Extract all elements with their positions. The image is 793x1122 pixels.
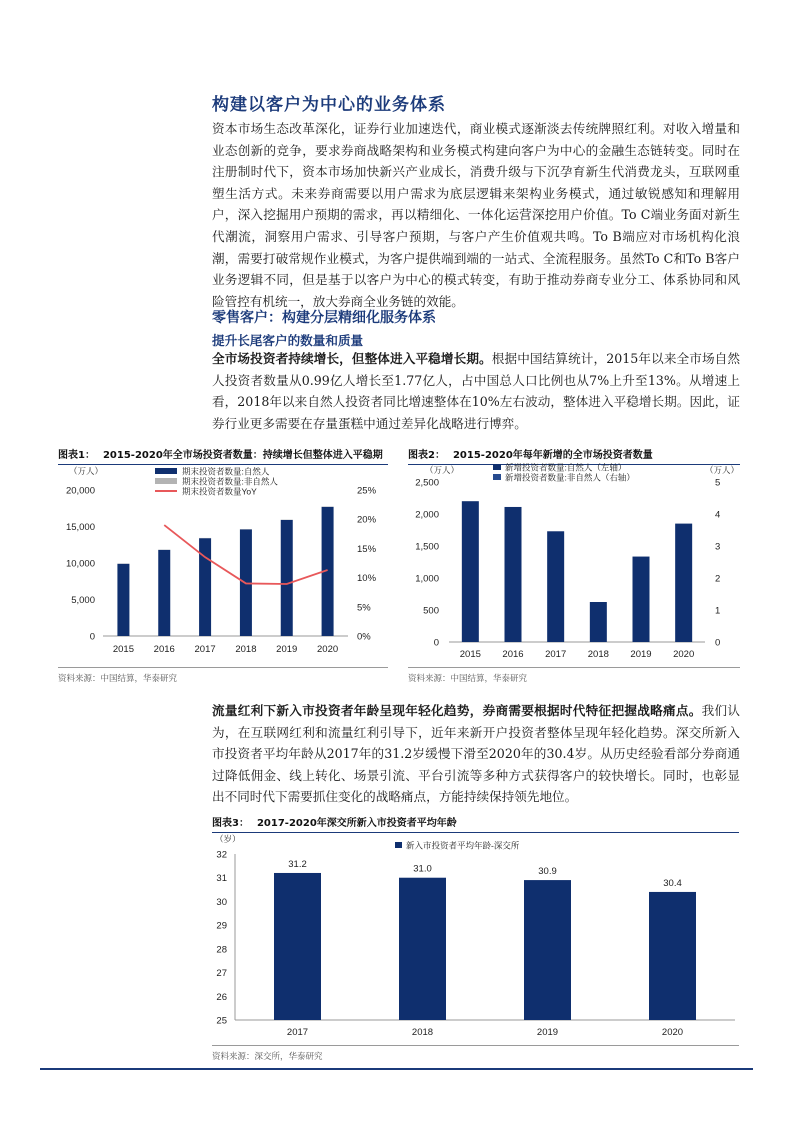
chart1-legend-label: 期末投资者数量:自然人	[182, 466, 270, 477]
chart2-bar-natural	[547, 531, 564, 642]
paragraph-age-body: 我们认为，在互联网红利和流量红利引导下，近年来新开户投资者整体呈现年轻化趋势。深交所新入市投资者平均年龄从2017年的31.2岁缓慢下滑至2020年的30.4岁。从历史经验看部分券商通过降低佣金、线上转化、场景引流、平台引流等多种方式获得客户的较快增长。同时，也彰显出不同时代下需要抓住变化的战略痛点，方能持续保持领先地位。	[212, 703, 741, 805]
chart3-y-unit: （岁）	[215, 834, 241, 844]
chart2-y-unit-left: （万人）	[425, 465, 460, 475]
chart1-xtick: 2015	[112, 644, 134, 655]
chart2-xtick: 2020	[673, 649, 695, 660]
chart2-ytick-right: 5	[715, 477, 721, 489]
chart3-bar-age	[274, 873, 321, 1020]
chart1-legend-swatch	[155, 478, 177, 484]
chart2-legend-label: 新增投资者数量:自然人（左轴）	[505, 462, 627, 473]
chart1-ytick-left: 0	[89, 631, 95, 643]
section-title: 构建以客户为中心的业务体系	[212, 95, 446, 115]
chart1-bar-natural	[158, 550, 170, 636]
chart1-ytick-right: 5%	[357, 602, 371, 614]
chart1-ytick-right: 0%	[357, 631, 371, 643]
chart2-bar-natural	[675, 524, 692, 642]
chart3-data-label: 30.9	[538, 866, 557, 878]
chart1-ytick-left: 15,000	[65, 522, 95, 533]
chart3-bar-age	[649, 892, 696, 1020]
chart2-ytick-right: 2	[715, 573, 721, 585]
figure3-caption: 2017-2020年深交所新入市投资者平均年龄	[256, 818, 457, 829]
chart2-ytick-left: 2,000	[415, 509, 439, 521]
chart2-bar-natural	[590, 602, 607, 642]
chart1-legend-label: 期末投资者数量:非自然人	[182, 476, 278, 487]
chart3-svg	[205, 830, 745, 1042]
chart1-xtick: 2019	[276, 644, 298, 655]
chart2-bar-natural	[633, 557, 650, 642]
chart3-ytick: 31	[216, 873, 227, 885]
chart1-ytick-left: 5,000	[71, 595, 95, 606]
chart1-ytick-left: 20,000	[65, 485, 95, 497]
chart1-ytick-right: 20%	[357, 514, 377, 526]
chart2-legend-swatch	[493, 464, 501, 470]
chart3-data-label: 30.4	[663, 877, 682, 889]
chart1-legend-swatch	[155, 468, 177, 474]
chart2-bar-natural	[462, 501, 479, 642]
chart2-xtick: 2015	[459, 649, 481, 660]
chart2-ytick-left: 1,000	[415, 573, 439, 585]
paragraph-intro: 资本市场生态改革深化，证券行业加速迭代，商业模式逐渐淡去传统牌照红利。对收入增量和业态创新的竞争，要求券商战略架构和业务模式构建向客户为中心的金融生态链转变。同时在注册制时代下，资本市场加快新兴产业成长，消费升级与下沉孕育新生代消费龙头，互联网重塑生活方式。未来券商需要以用户需求为底层逻辑来架构业务模式，通过敏锐感知和理解用户，深入挖掘用户预期的需求，再以精细化、一体化运营深挖用户价值。To C端业务面对新生代潮流，洞察用户需求、引导客户预期，与客户产生价值观共鸣。To B端应对市场机构化浪潮，需要打破常规作业模式，为客户提供端到端的一站式、全流程服务。虽然To C和To B客户业务逻辑不同，但是基于以客户为中心的模式转变，有助于推动券商专业分工、体系协同和风险管控有机统一，放大券商全业务链的效能。	[212, 121, 740, 309]
figure2-source: 资料来源：中国结算，华泰研究	[408, 667, 740, 684]
chart1-legend-label: 期末投资者数量YoY	[182, 486, 257, 497]
paragraph-age	[212, 700, 740, 808]
figure1-caption: 2015-2020年全市场投资者数量：持续增长但整体进入平稳期	[102, 450, 383, 461]
figure3-source: 资料来源：深交所，华泰研究	[212, 1045, 739, 1062]
chart1-ytick-right: 10%	[357, 573, 377, 585]
chart3-legend-swatch	[395, 842, 402, 848]
chart2-xtick: 2016	[502, 649, 524, 660]
chart3-data-label: 31.0	[413, 863, 432, 875]
chart3-legend-label: 新入市投资者平均年龄-深交所	[406, 840, 520, 851]
chart3-bar-age	[524, 880, 571, 1020]
figure2-label: 图表2：	[408, 450, 445, 461]
chart2-legend-swatch	[493, 474, 501, 480]
chart1-y-unit: （万人）	[69, 466, 104, 476]
chart2-ytick-left: 0	[433, 637, 439, 649]
figure1-label: 图表1：	[58, 450, 95, 461]
chart1-xtick: 2017	[194, 644, 216, 655]
paragraph-investors-lead: 全市场投资者持续增长，但整体进入平稳增长期。	[212, 351, 492, 366]
chart2-ytick-right: 0	[715, 637, 721, 649]
chart3-xtick: 2020	[661, 1027, 684, 1038]
chart3-ytick: 28	[216, 944, 227, 956]
paragraph-age-lead: 流量红利下新入市投资者年龄呈现年轻化趋势，券商需要根据时代特征把握战略痛点。	[212, 703, 702, 718]
chart1-ytick-right: 25%	[357, 485, 377, 497]
chart3-bar-age	[399, 878, 446, 1020]
chart1-svg	[55, 462, 390, 662]
figure1-source: 资料来源：中国结算，华泰研究	[58, 667, 388, 684]
chart2-ytick-left: 2,500	[415, 477, 439, 489]
chart2-xtick: 2019	[630, 649, 652, 660]
chart2-svg	[405, 462, 743, 662]
chart2-xtick: 2017	[545, 649, 567, 660]
chart2-ytick-right: 3	[715, 541, 721, 553]
chart1-xtick: 2016	[153, 644, 175, 655]
chart2-ytick-left: 1,500	[415, 541, 439, 553]
chart1-xtick: 2020	[317, 644, 339, 655]
chart3-xtick: 2019	[536, 1027, 559, 1038]
figure3-label: 图表3：	[212, 818, 249, 829]
chart3-data-label: 31.2	[288, 858, 307, 870]
chart1-ytick-left: 10,000	[65, 558, 95, 570]
chart2-bar-natural	[505, 507, 522, 642]
chart2-ytick-left: 500	[423, 605, 439, 617]
chart2-ytick-right: 4	[715, 509, 721, 521]
subsubsection-title: 提升长尾客户的数量和质量	[212, 333, 364, 348]
chart1-ytick-right: 15%	[357, 543, 377, 555]
chart3-ytick: 29	[216, 920, 227, 932]
chart3-ytick: 27	[216, 968, 227, 980]
footer-rule	[40, 1068, 753, 1070]
chart3-xtick: 2017	[286, 1027, 309, 1038]
chart2-y-unit-right: （万人）	[705, 465, 740, 475]
subsection-title: 零售客户：构建分层精细化服务体系	[212, 310, 436, 326]
chart2-ytick-right: 1	[715, 605, 721, 617]
chart3-xtick: 2018	[411, 1027, 434, 1038]
figure2-caption: 2015-2020年每年新增的全市场投资者数量	[452, 450, 653, 461]
chart2-xtick: 2018	[587, 649, 609, 660]
chart2-legend-label: 新增投资者数量:非自然人（右轴）	[505, 472, 635, 483]
chart1-xtick: 2018	[235, 644, 257, 655]
paragraph-investors	[212, 348, 740, 434]
chart3-ytick: 26	[216, 991, 227, 1003]
chart3-ytick: 32	[216, 849, 227, 861]
chart1-bar-natural	[117, 564, 129, 636]
chart1-bar-natural	[281, 520, 293, 636]
paragraph-investors-body: 根据中国结算统计，2015年以来全市场自然人投资者数量从0.99亿人增长至1.77亿人，占中国总人口比例也从7%上升至13%。从增速上看，2018年以来自然人投资者同比增速整体在10%左右波动，整体进入平稳增长期。因此，证券行业更多需要在存量蛋糕中通过差异化战略进行博弈。	[212, 351, 740, 431]
chart3-ytick: 25	[216, 1015, 227, 1027]
chart3-ytick: 30	[216, 896, 227, 908]
